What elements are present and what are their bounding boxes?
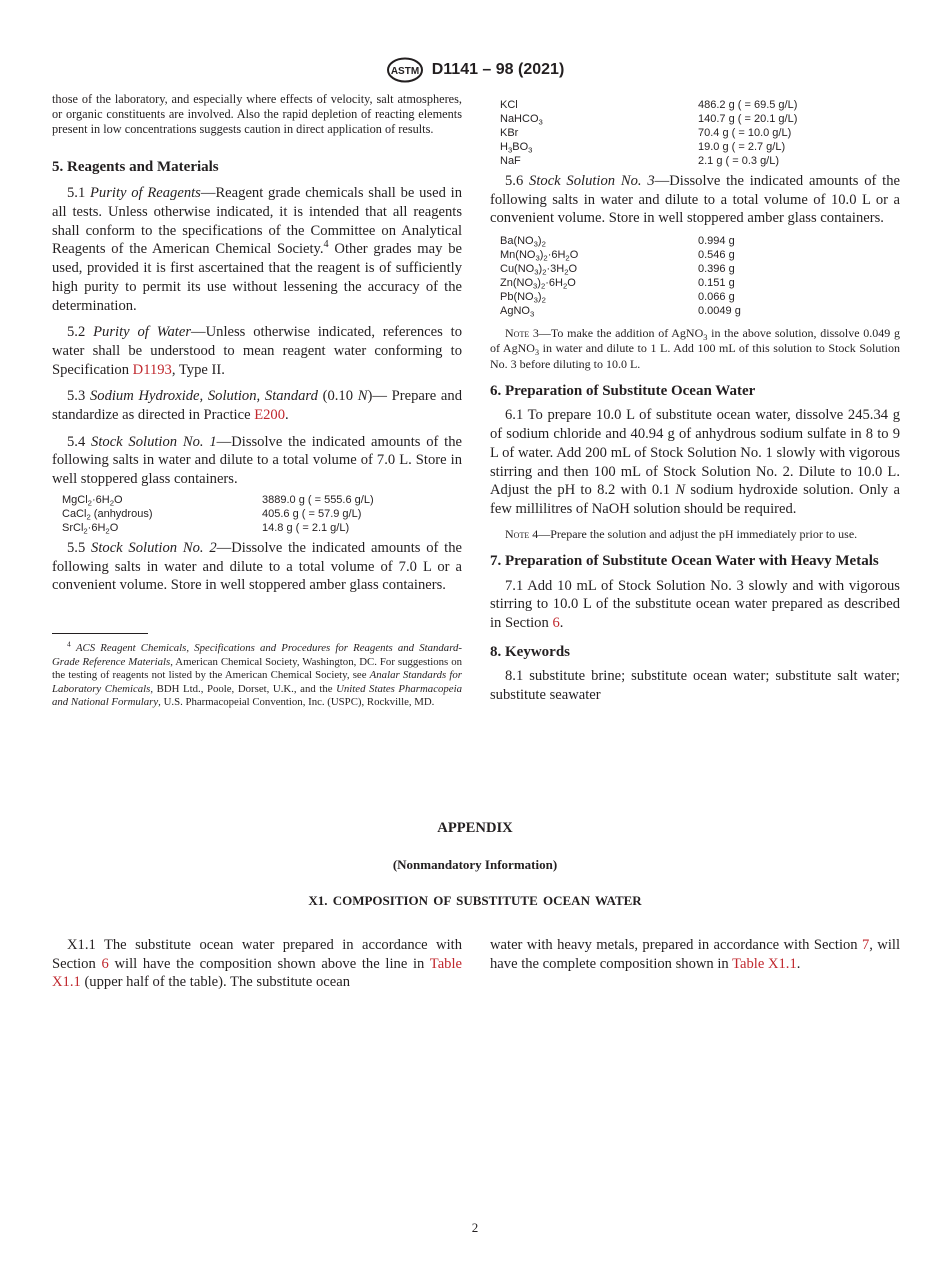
salt-amount: 0.066 g [698,291,735,304]
salt-formula: $Mn(NO_3)_2\cdot 6H_2O$ [500,249,579,263]
appendix-right-text [490,936,900,973]
salt-amount: 0.994 g [698,235,735,248]
salt-amount: 19.0 g ( = 2.7 g/L) [698,141,786,153]
salt-amount: 70.4 g ( = 10.0 g/L) [698,127,792,139]
salt-amount: 140.7 g ( = 20.1 g/L) [698,113,798,125]
paragraph-5-1: 5.1 Purity of Reagents—Reagent grade chemicals shall be used in all tests. Unless otherwise indicated, it is intended that all reagents shall conform to the specifications of the Committee on Analytical Reagents of the American Chemical Society.$^4$ Other grades may be used, provided it is first ascertained that the reagent is of sufficiently high purity to permit its use without lessening the accuracy of the determination. [52,185,462,314]
salt-row [62,507,377,521]
salt-formula: $Cu(NO_3)_2\cdot 3H_2O$ [500,263,578,277]
footnote-ref: 4 [323,239,329,251]
salt-formula: $MgCl_2\cdot 6H_2O$ [62,493,123,508]
stock-solution-2-table [500,98,808,168]
appendix-subtitle: (Nonmandatory Information) [392,857,558,872]
salt-row [500,98,808,112]
salt-amount: 405.6 g ( = 57.9 g/L) [262,507,362,520]
intro-paragraph: those of the laboratory, and especially where effects of velocity, salt atmospheres, or organic constituents are involved. Also the rapid depletion of reacting elements present in low concentrations suggests caution in direct application of results. [52,92,462,137]
paragraph-x1-1-continued: water with heavy metals, prepared in accordance with Section 7, will have the complete composition shown in Table X1.1. [490,937,900,972]
section-8-title: 8. Keywords [490,643,570,660]
salt-formula: $SrCl_2\cdot 6H_2O$ [62,521,119,536]
salt-amount: 2.1 g ( = 0.3 g/L) [698,155,780,167]
salt-formula: NaHCO$_3$ [500,113,543,127]
salt-formula: $H_3BO_3$ [500,141,533,155]
document-id: D1141 – 98 (2021) [431,61,565,78]
paragraph-5-6: 5.6 Stock Solution No. 3—Dissolve the indicated amounts of the following salts in water and dilute to a total volume of 10.0 L or a convenient volume. Store in well stoppered amber glass containers. [490,173,900,227]
paragraph-5-5: 5.5 Stock Solution No. 2—Dissolve the indicated amounts of the following salts in water and dilute to a total volume of 7.0 L or a convenient volume. Store in well stoppered amber glass containers. [52,539,462,594]
salt-formula: $Zn(NO_3)_2\cdot 6H_2O$ [500,277,576,291]
section-6-title: 6. Preparation of Substitute Ocean Water [490,382,756,399]
footnote-rule [52,633,148,634]
salt-row [500,140,808,154]
link-e200[interactable]: E200 [254,407,286,424]
salt-amount: 0.151 g [698,277,735,290]
salt-row [62,521,377,535]
stock-solution-1-table [62,493,377,535]
salt-amount: 0.546 g [698,249,735,262]
paragraph-x1-1: X1.1 The substitute ocean water prepared in accordance with Section 6 will have the composition shown above the line in Table X1.1 (upper half of the table). The substitute ocean [52,937,462,991]
appendix-left-text [52,936,462,992]
link-section-7[interactable]: 7 [861,937,870,953]
salt-formula: CaCl$_2$ (anhydrous) [62,507,153,522]
salt-formula: KCl [500,99,518,111]
section-7-title: 7. Preparation of Substitute Ocean Water with Heavy Metals [490,552,879,569]
paragraph-6-1: 6.1 To prepare 10.0 L of substitute ocean water, dissolve 245.34 g of sodium chloride and 40.94 g of anhydrous sodium sulfate in 8 to 9 L of water. Add 200 mL of Stock Solution No. 1 slowly with vigorous stirring and then 100 mL of Stock Solution No. 2. Dilute to 10.0 L. Adjust the pH to 8.2 with 0.1 N sodium hydroxide solution. Only a few millilitres of NaOH solution should be required. [490,407,900,517]
salt-row [500,304,778,318]
paragraph-7-1: 7.1 Add 10 mL of Stock Solution No. 3 slowly and with vigorous stirring to 10.0 L of the substitute ocean water prepared as described in Section 6. [490,577,900,631]
left-column [52,92,462,710]
salt-amount: 486.2 g ( = 69.5 g/L) [698,99,798,111]
paragraph-5-3: 5.3 Sodium Hydroxide, Solution, Standard (0.10 N)— Prepare and standardize as directed in Practice E200. [52,388,462,424]
salt-row [500,126,808,140]
link-section-6[interactable]: 6 [101,955,109,972]
salt-row [500,248,778,262]
salt-formula: $Ba(NO_3)_2$ [500,235,546,249]
right-column [490,98,900,705]
link-table-x1-1[interactable]: Table X1.1 [732,955,797,972]
salt-row [500,262,778,276]
salt-row [500,234,778,248]
salt-formula: KBr [500,127,519,139]
appendix-x1-title: X1. COMPOSITION OF SUBSTITUTE OCEAN WATER [308,893,642,908]
salt-formula: NaF [500,155,521,167]
stock-solution-3-table [500,234,778,318]
salt-row [62,493,377,507]
section-5-title: 5. Reagents and Materials [52,158,219,175]
logo-text: ASTM [390,66,419,77]
salt-amount: 0.396 g [698,263,735,276]
link-section-6[interactable]: 6 [552,614,560,631]
salt-row [500,154,808,168]
salt-row [500,290,778,304]
note-4: Note 4—Prepare the solution and adjust the pH immediately prior to use. [505,526,858,541]
salt-amount: 0.0049 g [698,305,741,318]
page-number: 2 [471,1220,479,1235]
paragraph-5-2: 5.2 Purity of Water—Unless otherwise indicated, references to water shall be understood to mean reagent water conforming to Specification D1193, Type II. [52,324,462,378]
note-3: Note 3—To make the addition of AgNO$_3$ in the above solution, dissolve 0.049 g of AgNO$_3$ in water and dilute to 1 L. Add 100 mL of this solution to Stock Solution No. 3 before diluting to 10.0 L. [490,326,900,371]
salt-amount: 14.8 g ( = 2.1 g/L) [262,521,350,534]
footnote-4: $^4$ ACS Reagent Chemicals, Specifications and Procedures for Reagents and Standard-Grade Reference Materials, American Chemical Society, Washington, DC. For suggestions on the testing of reagents not listed by the American Chemical Society, see Analar Standards for Laboratory Chemicals, BDH Ltd., Poole, Dorset, U.K., and the United States Pharmacopeia and National Formulary, U.S. Pharmacopeial Convention, Inc. (USPC), Rockville, MD. [52,639,463,709]
appendix-title: APPENDIX [437,820,513,836]
salt-amount: 3889.0 g ( = 555.6 g/L) [262,493,374,506]
astm-logo-icon [386,57,424,83]
page-header [0,58,950,82]
paragraph-5-4: 5.4 Stock Solution No. 1—Dissolve the indicated amounts of the following salts in water and dilute to a total volume of 7.0 L. Store in well stoppered glass containers. [52,433,462,488]
paragraph-8-1: 8.1 substitute brine; substitute ocean water; substitute salt water; substitute seawater [490,668,900,704]
link-d1193[interactable]: D1193 [132,361,172,378]
salt-formula: AgNO$_3$ [500,305,535,319]
salt-row [500,112,808,126]
link-table-x1-1[interactable]: Table X1.1 [52,955,462,991]
salt-row [500,276,778,290]
salt-formula: $Pb(NO_3)_2$ [500,291,546,305]
